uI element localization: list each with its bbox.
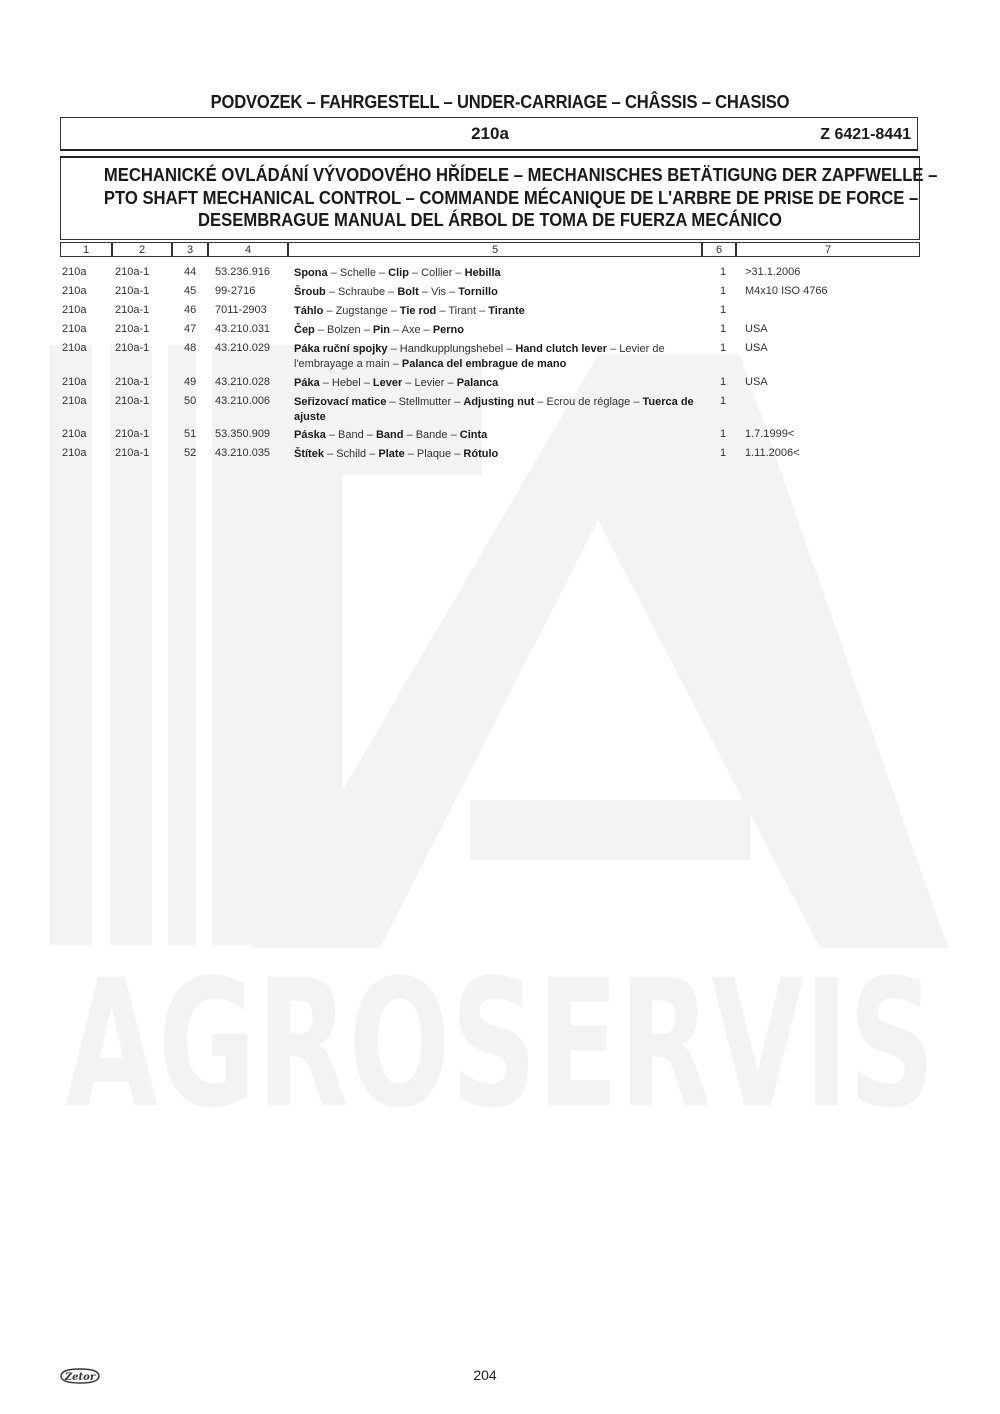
- description-term: Adjusting nut: [463, 396, 535, 408]
- description-term: Cinta: [459, 429, 488, 441]
- description-translation: – Schild –: [323, 448, 379, 460]
- description-term: Pin: [372, 324, 390, 336]
- note-cell: USA: [745, 342, 768, 354]
- subgroup-cell: 210a-1: [115, 395, 150, 407]
- group-code-cell: 210a: [62, 304, 87, 316]
- description-term: Palanca: [456, 377, 499, 389]
- watermark-text: AGROSERVIS: [65, 942, 935, 1147]
- note-cell: >31.1.2006: [745, 266, 801, 278]
- description-translation: – Bande –: [403, 429, 460, 441]
- quantity-cell: 1: [720, 304, 727, 316]
- subgroup-cell: 210a-1: [115, 304, 150, 316]
- group-code-cell: 210a: [62, 266, 87, 278]
- description-term: Spona: [294, 267, 328, 279]
- description-term: Tornillo: [458, 286, 498, 298]
- description-term: Tuerca de ajuste: [294, 396, 694, 423]
- description-translation: – Vis –: [418, 286, 459, 298]
- group-code-box: [60, 117, 918, 151]
- group-code-cell: 210a: [62, 323, 87, 335]
- column-header: 7: [736, 242, 920, 257]
- description-term: Tie rod: [399, 305, 437, 317]
- subgroup-cell: 210a-1: [115, 342, 150, 354]
- group-code-cell: 210a: [62, 342, 87, 354]
- description-term: Lever: [372, 377, 403, 389]
- group-title-line: PTO SHAFT MECHANICAL CONTROL – COMMANDE MÉCANIQUE DE L'ARBRE DE PRISE DE FORCE –: [103, 186, 919, 208]
- drawing-number: Z 6421-8441: [820, 126, 911, 143]
- description-term: Clip: [388, 267, 409, 279]
- part-number-cell: 43.210.006: [215, 395, 271, 407]
- subgroup-cell: 210a-1: [115, 447, 150, 459]
- description-term: Páska: [294, 429, 326, 441]
- position-cell: 52: [184, 447, 197, 459]
- note-cell: M4x10 ISO 4766: [745, 285, 828, 297]
- description-term: Štítek: [294, 448, 324, 460]
- description-term: Perno: [432, 324, 464, 336]
- group-code-cell: 210a: [62, 447, 87, 459]
- page-number: 204: [473, 1367, 497, 1383]
- description-term: Páka: [294, 377, 320, 389]
- description-term: Páka ruční spojky: [294, 343, 388, 355]
- column-header: 4: [208, 242, 288, 257]
- description-term: Šroub: [294, 286, 326, 298]
- subgroup-cell: 210a-1: [115, 376, 150, 388]
- quantity-cell: 1: [720, 428, 727, 440]
- quantity-cell: 1: [720, 376, 727, 388]
- note-cell: 1.11.2006<: [745, 447, 800, 459]
- column-header: 5: [288, 242, 702, 257]
- description-translation: – Schraube –: [325, 286, 398, 298]
- description-translation: – Band –: [325, 429, 376, 441]
- group-code-cell: 210a: [62, 376, 87, 388]
- quantity-cell: 1: [720, 447, 727, 459]
- quantity-cell: 1: [720, 285, 727, 297]
- column-headers: [60, 242, 920, 258]
- description-term: Rótulo: [463, 448, 499, 460]
- section-title: PODVOZEK – FAHRGESTELL – UNDER-CARRIAGE – CHÂSSIS – CHASISO: [210, 92, 790, 112]
- description-term: Čep: [294, 324, 315, 336]
- description-term: Palanca del embrague de mano: [401, 358, 567, 370]
- note-cell: USA: [745, 323, 768, 335]
- position-cell: 51: [184, 428, 197, 440]
- group-code-cell: 210a: [62, 395, 87, 407]
- zetor-logo-text: Zetor: [64, 1372, 96, 1383]
- description-translation: – Hebel –: [319, 377, 373, 389]
- description-translation: – Axe –: [390, 324, 433, 336]
- part-number-cell: 53.350.909: [215, 428, 271, 440]
- group-code: 210a: [471, 124, 509, 143]
- position-cell: 50: [184, 395, 197, 407]
- subgroup-cell: 210a-1: [115, 285, 150, 297]
- group-title-box: [60, 156, 938, 240]
- part-number-cell: 43.210.031: [215, 323, 271, 335]
- subgroup-cell: 210a-1: [115, 323, 150, 335]
- subgroup-cell: 210a-1: [115, 266, 150, 278]
- description-translation: – Tirant –: [436, 305, 489, 317]
- column-header: 6: [702, 242, 736, 257]
- position-cell: 48: [184, 342, 197, 354]
- position-cell: 46: [184, 304, 197, 316]
- quantity-cell: 1: [720, 323, 727, 335]
- quantity-cell: 1: [720, 395, 727, 407]
- group-code-cell: 210a: [62, 428, 87, 440]
- position-cell: 49: [184, 376, 197, 388]
- part-number-cell: 43.210.035: [215, 447, 271, 459]
- quantity-cell: 1: [720, 342, 727, 354]
- subgroup-cell: 210a-1: [115, 428, 150, 440]
- description-term: Tirante: [488, 305, 525, 317]
- description-term: Plate: [378, 448, 405, 460]
- description-translation: – Levier –: [402, 377, 457, 389]
- group-title: [103, 164, 938, 232]
- part-number-cell: 43.210.028: [215, 376, 271, 388]
- column-header: 1: [60, 242, 112, 257]
- description-translation: – Zugstange –: [323, 305, 400, 317]
- position-cell: 47: [184, 323, 197, 335]
- part-number-cell: 43.210.029: [215, 342, 271, 354]
- description-translation: – Schelle –: [327, 267, 389, 279]
- group-title-line: MECHANICKÉ OVLÁDÁNÍ VÝVODOVÉHO HŘÍDELE – MECHANISCHES BETÄTIGUNG DER ZAPFWELLE –: [103, 164, 938, 185]
- part-number-cell: 53.236.916: [215, 266, 271, 278]
- description-term: Hand clutch lever: [515, 343, 608, 355]
- description-term: Band: [375, 429, 404, 441]
- description-term: Táhlo: [294, 305, 324, 317]
- description-translation: – Ecrou de réglage –: [534, 396, 643, 408]
- quantity-cell: 1: [720, 266, 727, 278]
- description-translation: – Handkupplungshebel –: [387, 343, 516, 355]
- column-header: 2: [112, 242, 172, 257]
- description-translation: – Collier –: [408, 267, 465, 279]
- description-term: Bolt: [397, 286, 419, 298]
- column-header: 3: [172, 242, 208, 257]
- position-cell: 45: [184, 285, 197, 297]
- part-number-cell: 99-2716: [215, 285, 256, 297]
- note-cell: USA: [745, 376, 768, 388]
- position-cell: 44: [184, 266, 197, 278]
- description-translation: – Levier de l'embrayage a main –: [294, 343, 665, 370]
- description-translation: – Stellmutter –: [386, 396, 464, 408]
- description-translation: – Plaque –: [404, 448, 464, 460]
- note-cell: 1.7.1999<: [745, 428, 795, 440]
- part-number-cell: 7011-2903: [215, 304, 267, 316]
- description-term: Hebilla: [464, 267, 501, 279]
- group-title-line: DESEMBRAGUE MANUAL DEL ÁRBOL DE TOMA DE FUERZA MECÁNICO: [197, 209, 783, 230]
- group-code-cell: 210a: [62, 285, 87, 297]
- description-translation: – Bolzen –: [314, 324, 373, 336]
- description-term: Seřizovací matice: [294, 396, 387, 408]
